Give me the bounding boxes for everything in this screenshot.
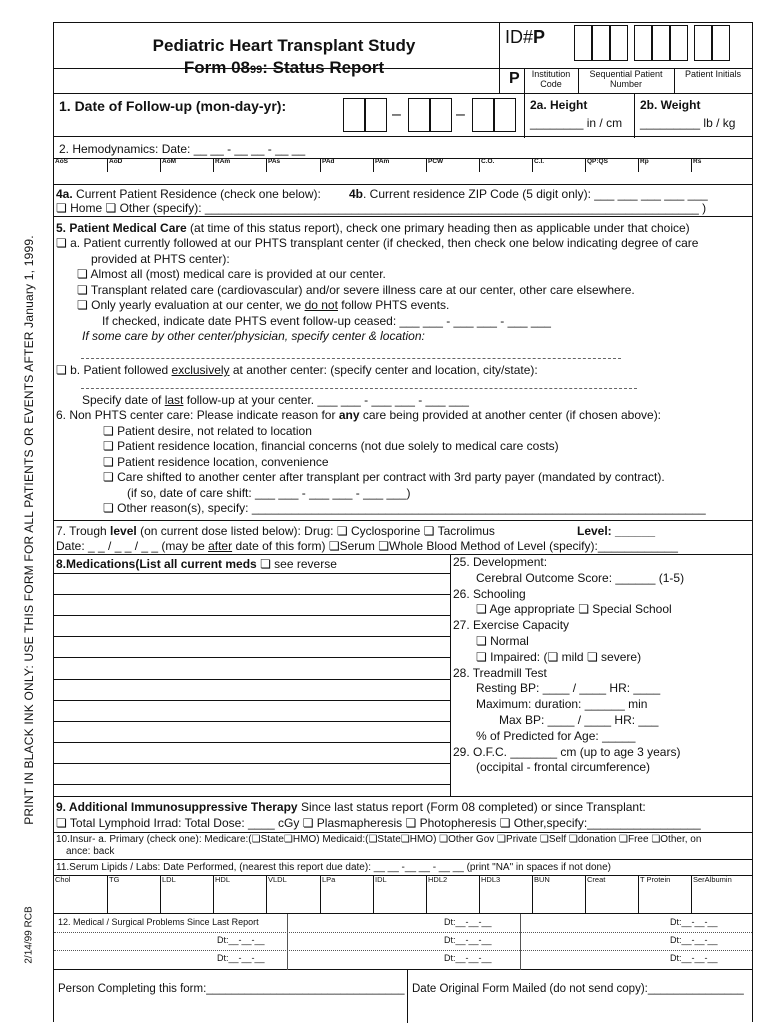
weight-field[interactable]: _________ lb / kg [640, 116, 736, 130]
problem-date[interactable]: Dt:__-__-__ [217, 953, 265, 963]
problem-date[interactable]: Dt:__-__-__ [444, 935, 492, 945]
hemo-col: AoS [55, 158, 68, 165]
tacrolimus-checkbox[interactable] [424, 524, 435, 538]
medications-section: 8.Medications(List all current meds ❏ see reverse 25. Development: Cerebral Outcome Score: ______ (1-5) 26. Schooling ❏ Age appropriate ❏ Special School 27. Exercise Capacity ❏ Normal ❏ Impaired: (❏ mild ❏ severe) 28. Treadmill Test Resting BP: ____ / ____ HR: ____ Maximum: duration: ______ min Max BP: ____ / ____ HR: ___ % of Predicted for Age: _____ 29. O.F.C. _______ cm (up to age 3 years) (occipital - frontal circumference) [54, 555, 752, 797]
development-panel: 25. Development: Cerebral Outcome Score: ______ (1-5) 26. Schooling ❏ Age appropriate ❏ Special School 27. Exercise Capacity ❏ Normal ❏ Impaired: (❏ mild ❏ severe) 28. Treadmill Test Resting BP: ____ / ____ HR: ____ Maximum: duration: ______ min Max BP: ____ / ____ HR: ___ % of Predicted for Age: _____ 29. O.F.C. _______ cm (up to age 3 years) (occipital - frontal circumference) [453, 555, 684, 776]
hemo-col: PAs [266, 158, 280, 172]
plasmapheresis-checkbox[interactable] [303, 816, 314, 830]
status-report-form [53, 22, 753, 1022]
year-box[interactable] [494, 98, 516, 132]
form-footer [54, 970, 752, 1023]
followup-row: 1. Date of Follow-up (mon-day-yr): – – 2a. Height ________ in / cm 2b. Weight _________ lb / kg [54, 93, 752, 137]
lab-col: HDL2 [426, 875, 447, 914]
lab-col: LPa [320, 875, 335, 914]
immuno-section: 9. Additional Immunosuppressive Therapy Since last status report (Form 08 completed) or since Transplant: ❏ Total Lymphoid Irrad: Total Dose: ____ cGy ❏ Plasmapheresis ❏ Photopheresis ❏ Other,specify:_________________ [54, 797, 752, 833]
cyclosporine-checkbox[interactable] [337, 524, 348, 538]
reason-convenience-checkbox[interactable] [103, 455, 114, 469]
person-completing-field[interactable]: Person Completing this form:_______________________________ [58, 983, 405, 995]
id-digit-box[interactable] [610, 25, 628, 61]
special-school-checkbox[interactable] [578, 602, 589, 616]
lab-col: HDL [213, 875, 230, 914]
year-box[interactable] [472, 98, 494, 132]
lab-col: SerAlbumin [691, 875, 732, 914]
reason-other-checkbox[interactable] [103, 501, 114, 515]
id-label: ID#P [505, 27, 546, 47]
hemo-col: RAm [213, 158, 230, 172]
zip-code-label: . Current residence ZIP Code (5 digit only): ___ ___ ___ ___ ___ [363, 187, 708, 201]
id-digit-box[interactable] [694, 25, 712, 61]
age-appropriate-checkbox[interactable] [476, 602, 487, 616]
impaired-capacity-checkbox[interactable] [476, 650, 487, 664]
serum-lipids-label: 11.Serum Lipids / Labs: Date Performed, (nearest this report due date): __ __ -__ __ - __ __ (print "NA" in spaces if not done) [56, 862, 611, 873]
hemodynamics-header [54, 158, 752, 172]
patient-initials-label: Patient Initials [684, 69, 742, 79]
lab-col: TG [107, 875, 119, 914]
other-residence-checkbox[interactable] [105, 201, 116, 215]
month-box[interactable] [343, 98, 365, 132]
residence-label: Current Patient Residence (check one below): [72, 187, 321, 201]
reason-desire-checkbox[interactable] [103, 424, 114, 438]
hemo-col: PAd [320, 158, 335, 172]
home-checkbox[interactable] [56, 201, 67, 215]
problem-date[interactable]: Dt:__-__-__ [670, 953, 718, 963]
weight-label: 2b. Weight [640, 98, 701, 112]
hemo-col: Rs [691, 158, 701, 172]
other-therapy-checkbox[interactable] [500, 816, 511, 830]
id-digit-box[interactable] [670, 25, 688, 61]
see-reverse-checkbox[interactable] [260, 557, 271, 571]
reason-contract-checkbox[interactable] [103, 470, 114, 484]
whole-blood-checkbox[interactable] [378, 539, 389, 553]
exclusive-other-checkbox[interactable] [56, 363, 67, 377]
id-digit-box[interactable] [592, 25, 610, 61]
hemodynamics-label: 2. Hemodynamics: Date: __ __ - __ __ - __ __ [59, 142, 306, 156]
hemo-col: C.O. [479, 158, 494, 172]
month-box[interactable] [365, 98, 387, 132]
lab-col: VLDL [266, 875, 287, 914]
height-field[interactable]: ________ in / cm [530, 116, 623, 130]
hemo-col: QP:QS [585, 158, 608, 172]
residence-section: 4a. Current Patient Residence (check one below): 4b. Current residence ZIP Code (5 digit only): ___ ___ ___ ___ ___ ❏ Home ❏ Other (specify): __________________________________________________________________________ ) [54, 185, 752, 217]
day-box[interactable] [408, 98, 430, 132]
form-subtitle: Form 0899: Status Report [183, 58, 385, 77]
lab-col: BUN [532, 875, 550, 914]
id-code-labels: P Institution Code Sequential Patient Number Patient Initials [54, 69, 752, 93]
lab-col: HDL3 [479, 875, 500, 914]
lab-col: IDL [373, 875, 387, 914]
medical-care-section: 5. Patient Medical Care (at time of this status report), check one primary heading then as applicable under that choice) ❏ a. Patient currently followed at our PHTS transplant center (if checked, then check one below indicating degree of care provided at PHTS center): ❏ Almost all (most) medical care is provided at our center. ❏ Transplant related care (cardiovascular) and/or severe illness care at our center, other care elsewhere. ❏ Only yearly evaluation at our center, we do not follow PHTS events. If checked, indicate date PHTS event follow-up ceased: ___ ___ - ___ ___ - ___ ___ If some care by other center/physician, specify center & location: ❏ b. Patient followed exclusively at another center: (specify center and location, city/state): Specify date of last follow-up at your center. ___ ___ - ___ ___ - ___ ___ 6. Non PHTS center care: Please indicate reason for any care being provided at another center (if chosen above): ❏ Patient desire, not related to location ❏ Patient residence location, financial concerns (not due solely to medical care costs) ❏ Patient residence location, convenience ❏ Care shifted to another center after transplant per contract with 3rd party payer (mandated by contract). (if so, date of care shift: ___ ___ - ___ ___ - ___ ___) ❏ Other reason(s), specify: ____________________________________________________________________ [54, 217, 752, 521]
followup-date-label: 1. Date of Follow-up (mon-day-yr): [59, 98, 287, 114]
lymphoid-irrad-checkbox[interactable] [56, 816, 67, 830]
reason-financial-checkbox[interactable] [103, 439, 114, 453]
transplant-care-checkbox[interactable] [77, 283, 88, 297]
date-mailed-field[interactable]: Date Original Form Mailed (do not send copy):_______________ [412, 983, 744, 995]
day-box[interactable] [430, 98, 452, 132]
problem-date[interactable]: Dt:__-__-__ [444, 917, 492, 927]
trough-section: 7. Trough level (on current dose listed below): Drug: ❏ Cyclosporine ❏ Tacrolimus Level: ______ Date: _ _ / _ _ / _ _ (may be after date of this form) ❏ Serum ❏ Whole Blood Method of Level (specify):____________ [54, 521, 752, 555]
problem-date[interactable]: Dt:__-__-__ [670, 935, 718, 945]
medical-problems-label: 12. Medical / Surgical Problems Since Last Report [58, 917, 259, 927]
problem-date[interactable]: Dt:__-__-__ [217, 935, 265, 945]
photopheresis-checkbox[interactable] [406, 816, 417, 830]
id-digit-box[interactable] [712, 25, 730, 61]
normal-capacity-checkbox[interactable] [476, 634, 487, 648]
lab-col: Chol [55, 875, 71, 884]
hemo-col: PAm [373, 158, 389, 172]
serum-checkbox[interactable] [329, 539, 340, 553]
lab-col: T Protein [638, 875, 670, 914]
institution-code-label: Institution Code [531, 69, 571, 89]
serum-lipids-section [54, 860, 752, 914]
form-revision-code: 2/14/99 RCB [23, 906, 35, 964]
severe-checkbox[interactable] [587, 650, 598, 664]
problem-date[interactable]: Dt:__-__-__ [444, 953, 492, 963]
hemo-col: Rp [638, 158, 649, 172]
lab-col: Creat [585, 875, 605, 914]
insurance-section: 10.Insur- a. Primary (check one): Medicare:(❏State❏HMO) Medicaid:(❏State❏HMO) ❏Other Gov ❏Private ❏Self ❏donation ❏Free ❏Other, on ance: back [54, 833, 752, 860]
level-field[interactable]: Level: ______ [577, 524, 656, 538]
problem-date[interactable]: Dt:__-__-__ [670, 917, 718, 927]
most-care-checkbox[interactable] [77, 267, 88, 281]
id-digit-box[interactable] [574, 25, 592, 61]
side-instruction: PRINT IN BLACK INK ONLY: USE THIS FORM FOR ALL PATIENTS OR EVENTS AFTER January 1, 1999. [22, 235, 36, 825]
medical-problems-section [54, 914, 752, 970]
lab-col: LDL [160, 875, 176, 914]
hemo-col: PCW [426, 158, 443, 172]
id-digit-box[interactable] [652, 25, 670, 61]
form-title: Pediatric Heart Transplant Study [152, 36, 416, 55]
hemodynamics-section [54, 137, 752, 185]
hemo-col: AoM [160, 158, 176, 172]
yearly-eval-checkbox[interactable] [77, 298, 88, 312]
hemo-col: C.I. [532, 158, 544, 172]
height-label: 2a. Height [530, 98, 588, 112]
center-care-checkbox[interactable] [56, 236, 67, 250]
id-digit-box[interactable] [634, 25, 652, 61]
sequential-number-label: Sequential Patient Number [589, 69, 663, 89]
mild-checkbox[interactable] [547, 650, 558, 664]
hemo-col: AoD [107, 158, 122, 172]
